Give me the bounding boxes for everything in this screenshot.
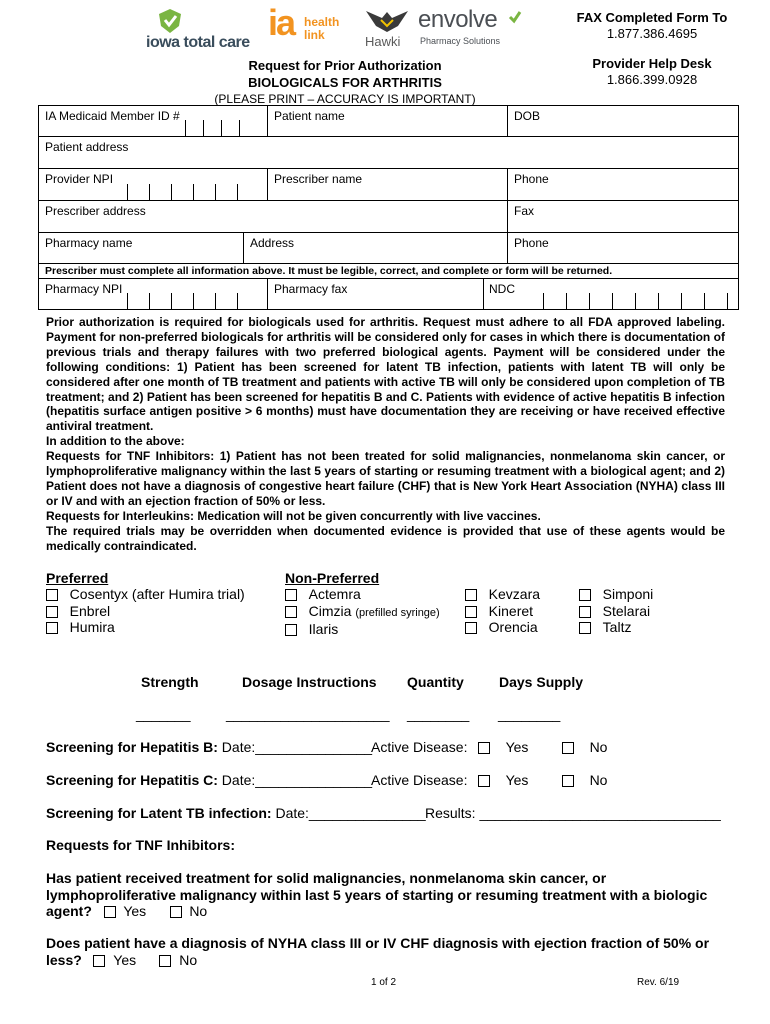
dosage-input[interactable]: _____________________: [226, 706, 390, 722]
drug-name: Simponi: [602, 586, 654, 602]
prescriber-name-label: Prescriber name: [274, 172, 363, 186]
fax-label: Fax: [514, 204, 535, 218]
quantity-input[interactable]: ________: [407, 706, 470, 722]
cimzia-note: (prefilled syringe): [355, 606, 440, 619]
tnf-q1-no-checkbox[interactable]: [170, 906, 182, 918]
ia-logo-letters: ia: [268, 2, 295, 43]
phone-label: Phone: [514, 172, 549, 186]
iowa-total-care-logo: [146, 8, 262, 50]
provider-npi-label: Provider NPI: [45, 172, 114, 186]
days-supply-header: Days Supply: [499, 674, 584, 690]
hepatitis-c-row: [46, 772, 372, 788]
criteria-text: [46, 315, 725, 554]
hepb-label: Screening for Hepatitis B:: [46, 739, 218, 755]
fax-info: [552, 10, 752, 88]
drug-name: Ilaris: [308, 621, 339, 637]
preferred-header: Preferred: [46, 570, 109, 586]
envolve-logo-subtitle: Pharmacy Solutions: [420, 36, 501, 46]
drug-option-simponi[interactable]: [579, 586, 653, 603]
itc-logo-text: iowa total care: [146, 34, 250, 51]
drug-option-humira[interactable]: [46, 619, 245, 636]
drug-name: Stelarai: [602, 602, 651, 619]
page-number: 1 of 2: [371, 977, 397, 988]
hepc-active-label: Active Disease:: [371, 772, 468, 788]
criteria-paragraph-5: The required trials may be overridden when documented evidence is provided that use of these agents would be medically contraindicated.: [46, 523, 725, 553]
patient-address-field[interactable]: [39, 137, 739, 169]
fax-field[interactable]: [508, 201, 739, 233]
patient-address-label: Patient address: [45, 140, 129, 154]
pharmacy-npi-label: Pharmacy NPI: [45, 282, 123, 296]
checkbox[interactable]: [562, 742, 574, 754]
patient-name-label: Patient name: [274, 109, 345, 123]
checkbox[interactable]: [465, 589, 477, 601]
drug-name: Kineret: [488, 602, 534, 619]
pharmacy-phone-field[interactable]: [508, 233, 739, 264]
envolve-check-icon: [508, 10, 522, 24]
yes-label: Yes: [123, 903, 147, 919]
criteria-paragraph-2: In addition to the above:: [46, 434, 185, 449]
quantity-header: Quantity: [407, 674, 464, 690]
preferred-list: [46, 586, 245, 636]
drug-option-actemra[interactable]: [285, 586, 440, 603]
strength-input[interactable]: _______: [136, 706, 191, 722]
checkbox[interactable]: [478, 742, 490, 754]
pharmacy-fax-label[interactable]: Pharmacy fax: [274, 282, 348, 296]
yes-label: Yes: [505, 772, 529, 788]
help-desk-number: 1.866.399.0928: [606, 72, 698, 87]
nonpreferred-header: Non-Preferred: [285, 570, 380, 586]
hepc-yes-option[interactable]: [478, 772, 528, 788]
pharmacy-name-field[interactable]: [39, 233, 244, 264]
hepb-active-label: Active Disease:: [371, 739, 468, 755]
no-label: No: [179, 951, 198, 968]
drug-option-kineret[interactable]: [465, 603, 540, 620]
tnf-q1-text: Has patient received treatment for solid malignancies, nonmelanoma skin cancer, or lymphoproliferative malignancy within last 5 years of starting or resuming treatment with a biologic agent?: [46, 870, 708, 919]
drug-name: Orencia: [488, 619, 538, 635]
checkbox[interactable]: [465, 606, 477, 618]
drug-name: Humira: [69, 619, 115, 635]
drug-option-taltz[interactable]: [579, 619, 653, 636]
prescriber-address-field[interactable]: [39, 201, 508, 233]
criteria-paragraph-3: Requests for TNF Inhibitors: 1) Patient has not been treated for solid malignancies, nonmelanoma skin cancer, or lymphoproliferative malignancy within the last 5 years of starting or resuming treatment with a biological agent; and 2) Patient does not have a diagnosis of congestive heart failure (CHF) that is New York Heart Association (NYHA) class III or IV and with an ejection fraction of 50% or less.: [46, 449, 725, 508]
nonpreferred-list-3: [579, 586, 653, 636]
pharmacy-npi-field[interactable]: [39, 279, 268, 310]
drug-option-enbrel[interactable]: [46, 603, 245, 620]
tb-label: Screening for Latent TB infection:: [46, 805, 272, 821]
hepb-date-input[interactable]: Date:_______________: [217, 739, 373, 755]
drug-option-orencia[interactable]: [465, 619, 540, 636]
hepc-label: Screening for Hepatitis C:: [46, 772, 218, 788]
drug-name: Kevzara: [488, 586, 541, 602]
tnf-q2-no-checkbox[interactable]: [159, 955, 171, 967]
drug-option-kevzara[interactable]: [465, 586, 540, 603]
fax-number: 1.877.386.4695: [606, 26, 698, 41]
member-id-label: IA Medicaid Member ID #: [45, 109, 180, 123]
member-id-field[interactable]: [39, 106, 268, 137]
pharmacy-name-label: Pharmacy name: [45, 236, 133, 250]
pharmacy-fax-ndc-cell: [268, 279, 739, 310]
ia-logo-link: link: [304, 28, 325, 42]
nonpreferred-list-1: [285, 586, 440, 638]
title-line-2: BIOLOGICALS FOR ARTHRITIS: [248, 75, 442, 90]
checkbox[interactable]: [46, 622, 58, 634]
drug-name: Cosentyx (after Humira trial): [69, 586, 245, 602]
latent-tb-row: [46, 805, 426, 821]
checkbox[interactable]: [465, 622, 477, 634]
days-supply-input[interactable]: ________: [498, 706, 561, 722]
ia-health-link-logo: [268, 2, 356, 48]
drug-name: Enbrel: [69, 602, 111, 619]
envolve-logo-text: envolve: [418, 6, 498, 33]
checkbox[interactable]: [46, 589, 58, 601]
dosage-header: Dosage Instructions: [242, 674, 377, 690]
yes-label: Yes: [505, 739, 529, 755]
tnf-heading: Requests for TNF Inhibitors:: [46, 837, 235, 853]
checkbox[interactable]: [285, 589, 297, 601]
pharmacy-address-label: Address: [250, 236, 295, 250]
tnf-q1-yes-checkbox[interactable]: [104, 906, 116, 918]
drug-option-cimzia[interactable]: [285, 603, 440, 622]
hawki-logo-text: Hawki: [365, 34, 401, 49]
no-label: No: [189, 903, 208, 919]
hepatitis-b-row: [46, 739, 372, 755]
dob-label: DOB: [514, 109, 541, 123]
tnf-q2-text: Does patient have a diagnosis of NYHA class III or IV CHF diagnosis with ejection fraction of 50% or less?: [46, 935, 710, 968]
print-note: (PLEASE PRINT – ACCURACY IS IMPORTANT): [214, 92, 476, 106]
completion-notice: Prescriber must complete all information above. It must be legible, correct, and complete or form will be returned.: [39, 264, 739, 279]
no-label: No: [589, 772, 608, 788]
pharmacy-phone-label: Phone: [514, 236, 549, 250]
tb-results-input[interactable]: Results: _______________________________: [425, 805, 721, 821]
envolve-logo: [418, 6, 522, 50]
hepb-no-option[interactable]: [562, 739, 607, 755]
checkbox[interactable]: [285, 624, 297, 636]
checkbox[interactable]: [285, 606, 297, 618]
tnf-question-1: [46, 870, 736, 920]
drug-name: Cimzia: [308, 602, 352, 619]
hepc-no-option[interactable]: [562, 772, 607, 788]
phone-field[interactable]: [508, 169, 739, 201]
nonpreferred-list-2: [465, 586, 540, 636]
hepb-yes-option[interactable]: [478, 739, 528, 755]
hawk-bird-icon: [364, 8, 410, 34]
title-line-1: Request for Prior Authorization: [248, 58, 442, 73]
drug-option-cosentyx[interactable]: [46, 586, 245, 603]
checkbox[interactable]: [579, 606, 591, 618]
provider-npi-field[interactable]: [39, 169, 268, 201]
drug-option-ilaris[interactable]: [285, 621, 440, 638]
revision-date: Rev. 6/19: [637, 977, 680, 988]
patient-name-field[interactable]: [268, 106, 508, 137]
checkbox[interactable]: [579, 589, 591, 601]
ia-logo-health: health: [304, 15, 340, 29]
yes-label: Yes: [113, 951, 137, 968]
no-label: No: [589, 739, 608, 755]
tb-date-input[interactable]: Date:_______________: [271, 805, 426, 821]
criteria-paragraph-4: Requests for Interleukins: Medication will not be given concurrently with live vaccines.: [46, 508, 541, 523]
pharmacy-address-field[interactable]: [244, 233, 508, 264]
tnf-q2-yes-checkbox[interactable]: [93, 955, 105, 967]
checkbox[interactable]: [46, 606, 58, 618]
checkbox[interactable]: [562, 775, 574, 787]
drug-name: Actemra: [308, 586, 361, 602]
checkbox[interactable]: [579, 622, 591, 634]
ndc-label[interactable]: NDC: [489, 282, 515, 296]
drug-option-stelarai[interactable]: [579, 603, 653, 620]
hawki-logo: [362, 8, 412, 50]
criteria-paragraph-1: Prior authorization is required for biologicals used for arthritis. Request must adhere to all FDA approved labeling. Payment for non-preferred biologicals for arthritis will be considered only for cases in which there is documentation of previous trials and therapy failures with two preferred biological agents. Payment will be considered under the following conditions: 1) Patient has been screened for latent TB infection, patients with latent TB will only be considered after one month of TB treatment and patients with active TB will only be considered upon completion of TB treatment; and 2) Patient has been screened for hepatitis B and C. Patients with evidence of active hepatitis B infection (hepatitis surface antigen positive > 6 months) must have documentation they are receiving or have received effective antiviral treatment.: [46, 315, 725, 434]
help-desk-title: Provider Help Desk: [592, 56, 712, 71]
prescriber-name-field[interactable]: [268, 169, 508, 201]
tnf-question-2: [46, 935, 736, 968]
strength-header: Strength: [141, 674, 199, 690]
checkbox[interactable]: [478, 775, 490, 787]
itc-mark-icon: [157, 8, 183, 34]
drug-name: Taltz: [602, 619, 632, 635]
form-fields-table: [38, 105, 739, 310]
form-title: [200, 57, 490, 91]
dob-field[interactable]: [508, 106, 739, 137]
fax-title: FAX Completed Form To: [576, 10, 728, 25]
prescriber-address-label: Prescriber address: [45, 204, 146, 218]
hepc-date-input[interactable]: Date:_______________: [217, 772, 373, 788]
